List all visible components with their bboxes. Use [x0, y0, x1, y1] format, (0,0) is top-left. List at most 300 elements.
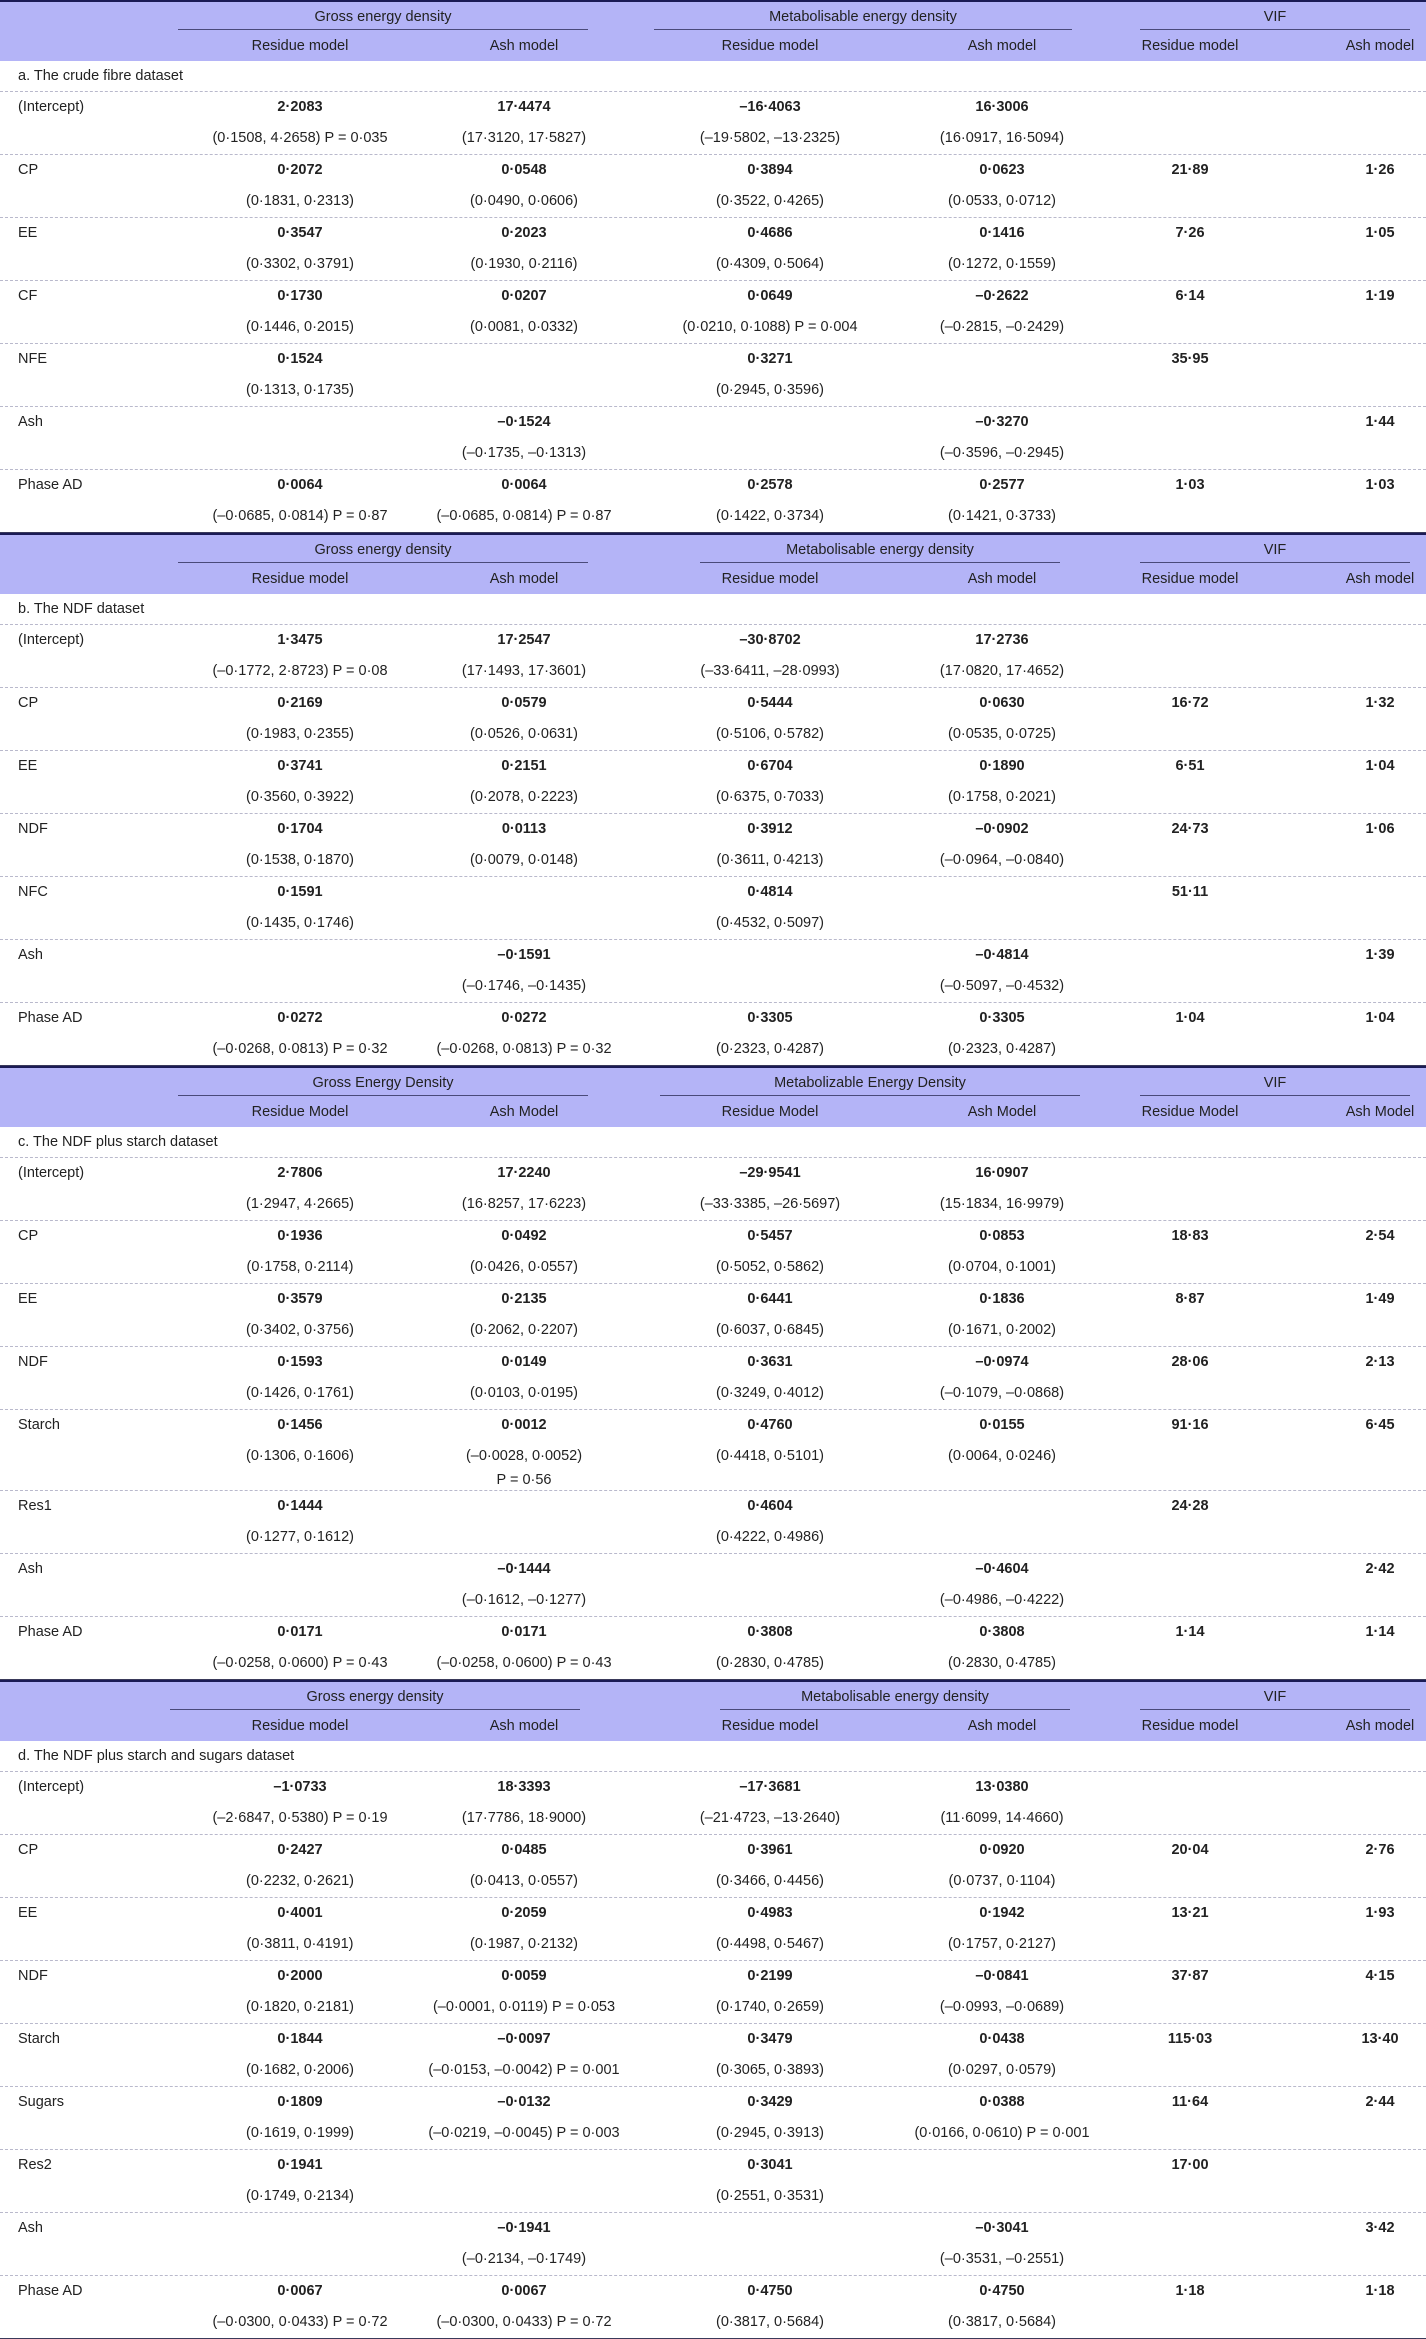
ci-line: [0, 2118, 1426, 2149]
table-row: [0, 814, 1426, 877]
estimate-cell: 0·3961: [747, 1842, 793, 1858]
estimate-cell: 1·18: [1365, 2283, 1395, 2299]
estimate-cell: 91·16: [1171, 1417, 1209, 1433]
table-row: [0, 344, 1426, 407]
sub-header: Residue model: [721, 38, 819, 54]
estimate-cell: 0·0012: [501, 1417, 547, 1433]
sub-header: Ash Model: [489, 1104, 559, 1120]
ci-cell: (–0·2815, –0·2429): [939, 319, 1065, 335]
sub-header: Residue model: [1141, 571, 1239, 587]
ci-line: [0, 2181, 1426, 2212]
ci-cell: (0·2062, 0·2207): [469, 1322, 578, 1338]
row-label: Ash: [18, 414, 43, 430]
group-header-label: Gross energy density: [314, 9, 452, 25]
estimate-cell: 0·2059: [501, 1905, 547, 1921]
group-header-rule: [178, 1095, 588, 1096]
table-row: [0, 1898, 1426, 1961]
sub-header-row: [0, 565, 1426, 594]
estimate-cell: 17·4474: [497, 99, 551, 115]
row-label: Phase AD: [18, 2283, 83, 2299]
ci-cell: (0·4309, 0·5064): [715, 256, 824, 272]
estimate-cell: 0·1444: [277, 1498, 323, 1514]
estimate-line: [0, 688, 1426, 719]
dataset-title: c. The NDF plus starch dataset: [0, 1127, 1426, 1158]
ci-cell: (0·5106, 0·5782): [715, 726, 824, 742]
group-header-label: VIF: [1263, 542, 1287, 558]
estimate-cell: 17·2736: [975, 632, 1029, 648]
row-label: CP: [18, 162, 39, 178]
estimate-cell: –0·4604: [975, 1561, 1029, 1577]
sub-header: Residue model: [251, 38, 349, 54]
ci-cell: (0·0704, 0·1001): [947, 1259, 1056, 1275]
estimate-cell: –0·1941: [497, 2220, 551, 2236]
ci-cell: (–0·1079, –0·0868): [939, 1385, 1065, 1401]
estimate-cell: 6·45: [1365, 1417, 1395, 1433]
ci-line: [0, 1585, 1426, 1616]
estimate-cell: 18·3393: [497, 1779, 551, 1795]
table-row: [0, 1410, 1426, 1491]
table-row: [0, 470, 1426, 533]
estimate-line: [0, 1410, 1426, 1441]
estimate-cell: 6·51: [1175, 758, 1205, 774]
ci-line: [0, 2055, 1426, 2086]
estimate-cell: 24·73: [1171, 821, 1209, 837]
ci-line: [0, 1034, 1426, 1065]
ci-line: [0, 438, 1426, 469]
ci-cell: (0·4222, 0·4986): [715, 1529, 824, 1545]
ci-cell: (–0·0028, 0·0052): [465, 1448, 583, 1464]
ci-cell: (–0·0258, 0·0600) P = 0·43: [436, 1655, 612, 1671]
estimate-cell: –30·8702: [739, 632, 801, 648]
row-label: Ash: [18, 947, 43, 963]
estimate-cell: 0·0548: [501, 162, 547, 178]
ci-line: [0, 1252, 1426, 1283]
estimate-cell: 2·44: [1365, 2094, 1395, 2110]
estimate-cell: 0·4750: [747, 2283, 793, 2299]
group-header: [660, 1068, 1080, 1098]
estimate-cell: 1·3475: [277, 632, 323, 648]
estimate-line: [0, 2276, 1426, 2307]
estimate-cell: 3·42: [1365, 2220, 1395, 2236]
estimate-cell: 1·93: [1365, 1905, 1395, 1921]
ci-line: [0, 1189, 1426, 1220]
estimate-line: [0, 751, 1426, 782]
group-header-row: [0, 2, 1426, 32]
estimate-cell: 0·1730: [277, 288, 323, 304]
estimate-line: [0, 1158, 1426, 1189]
estimate-cell: 0·4983: [747, 1905, 793, 1921]
estimate-cell: 0·3429: [747, 2094, 793, 2110]
estimate-cell: –0·0097: [497, 2031, 551, 2047]
estimate-line: [0, 1898, 1426, 1929]
table-row: [0, 1284, 1426, 1347]
sub-header: Ash model: [967, 38, 1037, 54]
estimate-cell: 0·1890: [979, 758, 1025, 774]
ci-cell: (–0·1735, –0·1313): [461, 445, 587, 461]
estimate-cell: 0·3041: [747, 2157, 793, 2173]
table-row: [0, 407, 1426, 470]
estimate-cell: 0·0171: [501, 1624, 547, 1640]
estimate-cell: –0·0974: [975, 1354, 1029, 1370]
ci-cell: (0·1446, 0·2015): [245, 319, 354, 335]
ci-cell: (–33·3385, –26·5697): [699, 1196, 841, 1212]
ci-cell: (0·1306, 0·1606): [245, 1448, 354, 1464]
ci-cell: (–0·5097, –0·4532): [939, 978, 1065, 994]
ci-cell: (0·1983, 0·2355): [245, 726, 354, 742]
ci-cell: (–0·0685, 0·0814) P = 0·87: [212, 508, 388, 524]
sub-header-row: [0, 1098, 1426, 1127]
ci-line: [0, 186, 1426, 217]
estimate-line: [0, 281, 1426, 312]
group-header-rule: [1140, 1709, 1410, 1710]
row-label: NDF: [18, 1354, 48, 1370]
ci-line: [0, 1866, 1426, 1897]
group-header: [1140, 535, 1410, 565]
row-label: EE: [18, 225, 38, 241]
estimate-cell: 0·3631: [747, 1354, 793, 1370]
table-row: [0, 1491, 1426, 1554]
ci-cell: (17·3120, 17·5827): [461, 130, 587, 146]
ci-cell: (11·6099, 14·4660): [940, 1810, 1064, 1826]
table-row: [0, 1554, 1426, 1617]
ci-cell: (0·0535, 0·0725): [947, 726, 1056, 742]
table-row: [0, 92, 1426, 155]
estimate-cell: –17·3681: [739, 1779, 801, 1795]
estimate-cell: 16·0907: [975, 1165, 1029, 1181]
estimate-cell: 0·4750: [979, 2283, 1025, 2299]
estimate-cell: 1·14: [1175, 1624, 1205, 1640]
ci-cell: (0·2945, 0·3596): [715, 382, 824, 398]
estimate-line: [0, 1003, 1426, 1034]
table-header: [0, 1682, 1426, 1741]
ci-cell: (0·4498, 0·5467): [715, 1936, 824, 1952]
dataset-title: b. The NDF dataset: [0, 594, 1426, 625]
estimate-line: [0, 814, 1426, 845]
table-row: [0, 688, 1426, 751]
group-header: [654, 2, 1072, 32]
estimate-cell: 0·2577: [979, 477, 1025, 493]
estimate-cell: –0·1591: [497, 947, 551, 963]
estimate-cell: 13·40: [1361, 2031, 1399, 2047]
sub-header: Residue model: [721, 571, 819, 587]
estimate-cell: 0·1836: [979, 1291, 1025, 1307]
ci-cell: (0·0064, 0·0246): [947, 1448, 1056, 1464]
row-label: Starch: [18, 1417, 60, 1433]
row-label: Ash: [18, 1561, 43, 1577]
ci-cell: (0·1435, 0·1746): [245, 915, 354, 931]
estimate-cell: 1·03: [1365, 477, 1395, 493]
group-header-rule: [1140, 29, 1410, 30]
row-label: (Intercept): [18, 632, 85, 648]
estimate-cell: 0·0155: [979, 1417, 1025, 1433]
ci-line: [0, 971, 1426, 1002]
estimate-line: [0, 1835, 1426, 1866]
group-header: [1140, 1682, 1410, 1712]
sub-header: Ash model: [967, 571, 1037, 587]
ci-cell: (–19·5802, –13·2325): [699, 130, 841, 146]
ci-cell: (0·1740, 0·2659): [715, 1999, 824, 2015]
ci-cell: (16·0917, 16·5094): [939, 130, 1065, 146]
ci-cell: (–0·1612, –0·1277): [461, 1592, 587, 1608]
group-header-rule: [720, 1709, 1070, 1710]
ci-cell: (–0·0300, 0·0433) P = 0·72: [436, 2314, 612, 2330]
ci-cell: (–0·3531, –0·2551): [939, 2251, 1065, 2267]
estimate-cell: 17·00: [1171, 2157, 1209, 2173]
row-label: CP: [18, 695, 39, 711]
estimate-cell: 4·15: [1365, 1968, 1395, 1984]
group-header-label: Metabolisable energy density: [786, 542, 974, 558]
estimate-cell: 0·0113: [501, 821, 547, 837]
estimate-line: [0, 2024, 1426, 2055]
table-row: [0, 625, 1426, 688]
estimate-cell: 0·3579: [277, 1291, 323, 1307]
estimate-line: [0, 92, 1426, 123]
estimate-cell: 1·06: [1365, 821, 1395, 837]
table-row: [0, 2087, 1426, 2150]
table-row: [0, 1617, 1426, 1680]
group-header-label: Gross Energy Density: [312, 1075, 454, 1091]
p-value-note: P = 0·56: [496, 1472, 552, 1488]
group-header: [720, 1682, 1070, 1712]
ci-cell: (0·1422, 0·3734): [715, 508, 824, 524]
estimate-cell: 17·2547: [497, 632, 551, 648]
estimate-cell: 0·1704: [277, 821, 323, 837]
estimate-cell: 17·2240: [497, 1165, 551, 1181]
group-header-label: VIF: [1263, 1075, 1287, 1091]
group-header-label: VIF: [1263, 9, 1287, 25]
ci-cell: (0·1272, 0·1559): [947, 256, 1056, 272]
estimate-cell: 0·2578: [747, 477, 793, 493]
ci-cell: (0·6375, 0·7033): [715, 789, 824, 805]
estimate-cell: 0·3271: [747, 351, 793, 367]
row-label: Phase AD: [18, 1010, 83, 1026]
group-header-rule: [1140, 562, 1410, 563]
ci-line: [0, 123, 1426, 154]
group-header-rule: [654, 29, 1072, 30]
estimate-cell: 16·72: [1171, 695, 1209, 711]
estimate-cell: 0·0649: [747, 288, 793, 304]
group-header-row: [0, 1682, 1426, 1712]
ci-cell: (0·1820, 0·2181): [245, 1999, 354, 2015]
estimate-line: [0, 2150, 1426, 2181]
ci-cell: (–0·1746, –0·1435): [461, 978, 587, 994]
estimate-line: [0, 218, 1426, 249]
estimate-cell: 0·1524: [277, 351, 323, 367]
ci-cell: (17·0820, 17·4652): [939, 663, 1065, 679]
estimate-cell: 0·1942: [979, 1905, 1025, 1921]
row-label: CP: [18, 1228, 39, 1244]
ci-cell: (–0·0001, 0·0119) P = 0·053: [432, 1999, 616, 2015]
ci-cell: (0·0533, 0·0712): [947, 193, 1056, 209]
estimate-cell: –0·4814: [975, 947, 1029, 963]
row-label: NDF: [18, 1968, 48, 1984]
estimate-cell: 13·21: [1171, 1905, 1209, 1921]
estimate-line: [0, 877, 1426, 908]
sub-header: Residue Model: [721, 1104, 819, 1120]
ci-cell: (0·6037, 0·6845): [715, 1322, 824, 1338]
table-row: [0, 940, 1426, 1003]
ci-line: [0, 249, 1426, 280]
estimate-cell: 115·03: [1167, 2031, 1213, 2047]
estimate-cell: 0·2151: [501, 758, 547, 774]
row-label: Ash: [18, 2220, 43, 2236]
estimate-line: [0, 940, 1426, 971]
table-header: [0, 535, 1426, 594]
estimate-cell: 0·1456: [277, 1417, 323, 1433]
estimate-cell: 0·1936: [277, 1228, 323, 1244]
estimate-cell: 0·0630: [979, 695, 1025, 711]
ci-line: [0, 656, 1426, 687]
group-header: [170, 1682, 580, 1712]
group-header: [1140, 2, 1410, 32]
row-label: Res2: [18, 2157, 52, 2173]
ci-cell: (0·1508, 4·2658) P = 0·035: [212, 130, 388, 146]
estimate-cell: 0·0272: [277, 1010, 323, 1026]
ci-cell: (–21·4723, –13·2640): [699, 1810, 841, 1826]
estimate-cell: 2·42: [1365, 1561, 1395, 1577]
ci-cell: (0·0103, 0·0195): [469, 1385, 578, 1401]
sub-header: Ash Model: [967, 1104, 1037, 1120]
group-header-row: [0, 1068, 1426, 1098]
row-label: NDF: [18, 821, 48, 837]
estimate-cell: –0·3041: [975, 2220, 1029, 2236]
estimate-cell: 1·05: [1365, 225, 1395, 241]
ci-cell: (–0·0258, 0·0600) P = 0·43: [212, 1655, 388, 1671]
estimate-cell: 0·0623: [979, 162, 1025, 178]
estimate-cell: 1·18: [1175, 2283, 1205, 2299]
sub-header: Ash Model: [1345, 1104, 1415, 1120]
row-label: Phase AD: [18, 477, 83, 493]
sub-header: Residue model: [251, 571, 349, 587]
ci-cell: (0·3402, 0·3756): [245, 1322, 354, 1338]
estimate-cell: 0·1809: [277, 2094, 323, 2110]
estimate-cell: 0·3547: [277, 225, 323, 241]
sub-header-row: [0, 1712, 1426, 1741]
estimate-cell: 0·1593: [277, 1354, 323, 1370]
ci-line: [0, 2244, 1426, 2275]
estimate-cell: 2·13: [1365, 1354, 1395, 1370]
ci-cell: (–0·1772, 2·8723) P = 0·08: [212, 663, 388, 679]
ci-cell: (0·0297, 0·0579): [947, 2062, 1056, 2078]
row-label: Res1: [18, 1498, 52, 1514]
ci-cell: (0·2830, 0·4785): [947, 1655, 1056, 1671]
ci-cell: (0·3560, 0·3922): [245, 789, 354, 805]
estimate-cell: 7·26: [1175, 225, 1205, 241]
estimate-cell: 0·6441: [747, 1291, 793, 1307]
ci-cell: (0·0426, 0·0557): [469, 1259, 578, 1275]
estimate-cell: 1·44: [1365, 414, 1395, 430]
estimate-cell: 1·49: [1365, 1291, 1395, 1307]
row-label: EE: [18, 758, 38, 774]
estimate-cell: –0·2622: [975, 288, 1029, 304]
estimate-cell: 1·04: [1365, 1010, 1395, 1026]
ci-cell: (0·2830, 0·4785): [715, 1655, 824, 1671]
ci-line: [0, 375, 1426, 406]
ci-line: [0, 908, 1426, 939]
ci-cell: (0·1538, 0·1870): [245, 852, 354, 868]
group-header-label: Metabolizable Energy Density: [774, 1075, 966, 1091]
sub-header: Ash model: [1345, 38, 1415, 54]
ci-cell: (–0·0268, 0·0813) P = 0·32: [436, 1041, 612, 1057]
estimate-cell: 0·3479: [747, 2031, 793, 2047]
table-row: [0, 1772, 1426, 1835]
ci-cell: (0·1426, 0·1761): [245, 1385, 354, 1401]
estimate-cell: 20·04: [1171, 1842, 1209, 1858]
group-header-label: Gross energy density: [314, 542, 452, 558]
table-section: [0, 1680, 1426, 2339]
estimate-line: [0, 344, 1426, 375]
ci-cell: (–2·6847, 0·5380) P = 0·19: [212, 1810, 388, 1826]
estimate-cell: 2·2083: [277, 99, 323, 115]
ci-cell: (0·1682, 0·2006): [245, 2062, 354, 2078]
estimate-cell: 35·95: [1171, 351, 1209, 367]
ci-cell: (17·7786, 18·9000): [461, 1810, 587, 1826]
estimate-cell: 0·4686: [747, 225, 793, 241]
table-row: [0, 1158, 1426, 1221]
ci-line: [0, 1441, 1426, 1472]
estimate-cell: 0·6704: [747, 758, 793, 774]
sub-header: Ash model: [489, 571, 559, 587]
group-header: [178, 2, 588, 32]
estimate-cell: 0·0171: [277, 1624, 323, 1640]
ci-cell: (–0·2134, –0·1749): [461, 2251, 587, 2267]
estimate-cell: 0·0388: [979, 2094, 1025, 2110]
ci-line: [0, 501, 1426, 532]
ci-cell: (0·2323, 0·4287): [715, 1041, 824, 1057]
ci-cell: (–0·0993, –0·0689): [939, 1999, 1065, 2015]
estimate-cell: 0·1591: [277, 884, 323, 900]
estimate-cell: 0·1416: [979, 225, 1025, 241]
ci-cell: (15·1834, 16·9979): [939, 1196, 1065, 1212]
ci-cell: (0·2078, 0·2223): [469, 789, 578, 805]
estimate-cell: 0·0579: [501, 695, 547, 711]
ci-cell: (0·1987, 0·2132): [469, 1936, 578, 1952]
estimate-cell: 0·0920: [979, 1842, 1025, 1858]
ci-cell: (0·0490, 0·0606): [469, 193, 578, 209]
ci-line: [0, 845, 1426, 876]
estimate-line: [0, 625, 1426, 656]
estimate-line: [0, 1961, 1426, 1992]
ci-cell: (0·3611, 0·4213): [716, 852, 824, 868]
ci-cell: (16·8257, 17·6223): [461, 1196, 587, 1212]
ci-cell: (0·0737, 0·1104): [948, 1873, 1056, 1889]
estimate-cell: 0·0149: [501, 1354, 547, 1370]
estimate-cell: 0·1844: [277, 2031, 323, 2047]
dataset-title: a. The crude fibre dataset: [0, 61, 1426, 92]
estimate-cell: 1·39: [1365, 947, 1395, 963]
ci-cell: (–0·0268, 0·0813) P = 0·32: [212, 1041, 388, 1057]
sub-header: Residue model: [1141, 38, 1239, 54]
estimate-cell: 18·83: [1171, 1228, 1209, 1244]
ci-cell: (0·2551, 0·3531): [715, 2188, 824, 2204]
row-label: Sugars: [18, 2094, 64, 2110]
estimate-cell: 0·3912: [747, 821, 793, 837]
ci-cell: (–0·4986, –0·4222): [939, 1592, 1065, 1608]
ci-cell: (0·1758, 0·2021): [947, 789, 1056, 805]
estimate-cell: 0·1941: [277, 2157, 323, 2173]
row-label: NFE: [18, 351, 47, 367]
estimate-line: [0, 1617, 1426, 1648]
estimate-cell: –0·3270: [975, 414, 1029, 430]
ci-cell: (0·2232, 0·2621): [245, 1873, 354, 1889]
estimate-cell: 0·2427: [277, 1842, 323, 1858]
ci-cell: (0·1671, 0·2002): [947, 1322, 1056, 1338]
estimate-cell: 0·0067: [277, 2283, 323, 2299]
group-header-label: Metabolisable energy density: [769, 9, 957, 25]
ci-cell: (0·1831, 0·2313): [245, 193, 354, 209]
estimate-cell: 1·19: [1365, 288, 1395, 304]
estimate-cell: –0·0841: [975, 1968, 1029, 1984]
